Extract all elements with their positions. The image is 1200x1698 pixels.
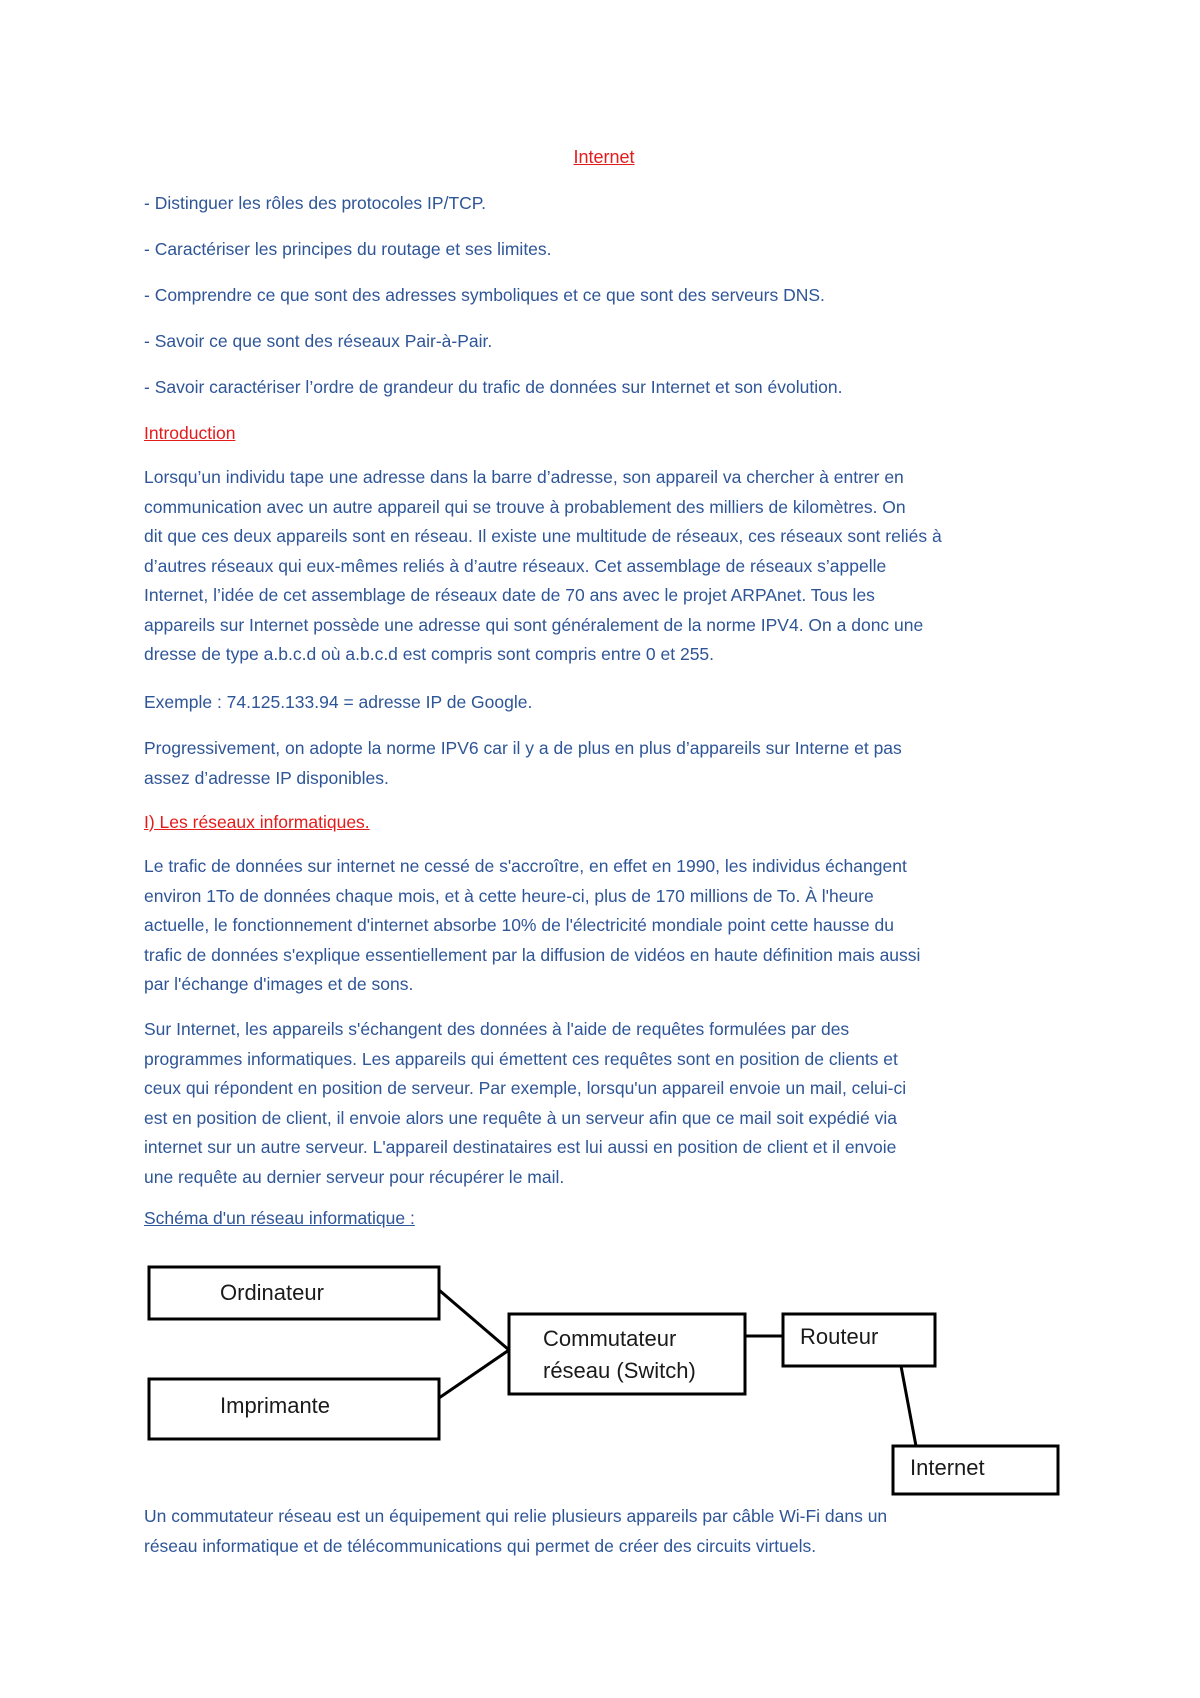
- link-routeur-internet: [901, 1366, 916, 1446]
- text-line: Internet, l’idée de cet assemblage de réseaux date de 70 ans avec le projet ARPAnet. Tous les: [144, 585, 875, 605]
- text-line: Lorsqu’un individu tape une adresse dans la barre d’adresse, son appareil va chercher à entrer en: [144, 467, 904, 487]
- switch-definition: [144, 1502, 1064, 1561]
- text-line: est en position de client, il envoie alors une requête à un serveur afin que ce mail soit expédié via: [144, 1107, 897, 1128]
- ip-example: Exemple : 74.125.133.94 = adresse IP de Google.: [144, 692, 533, 712]
- page-title: Internet: [573, 147, 635, 167]
- objective-3: - Comprendre ce que sont des adresses symboliques et ce que sont des serveurs DNS.: [144, 285, 825, 305]
- objective-5: - Savoir caractériser l’ordre de grandeur du trafic de données sur Internet et son évolution.: [144, 377, 843, 397]
- objective-4: - Savoir ce que sont des réseaux Pair-à-Pair.: [144, 331, 493, 351]
- text-line: internet sur un autre serveur. L'appareil destinataires est lui aussi en position de client et il envoie: [144, 1137, 897, 1157]
- objective-2: - Caractériser les principes du routage et ses limites.: [144, 239, 552, 259]
- text-line: Un commutateur réseau est un équipement qui relie plusieurs appareils par câble Wi-Fi dans un: [144, 1506, 888, 1526]
- section1-heading: I) Les réseaux informatiques.: [144, 812, 370, 832]
- objective-1: - Distinguer les rôles des protocoles IP/TCP.: [144, 193, 487, 213]
- switch-label-line2: réseau (Switch): [543, 1358, 696, 1383]
- internet-label: Internet: [910, 1455, 985, 1480]
- text-line: programmes informatiques. Les appareils qui émettent ces requêtes sont en position de clients et: [144, 1048, 898, 1069]
- text-line: trafic de données s'explique essentiellement par la diffusion de vidéos en haute définition mais aussi: [144, 944, 921, 965]
- routeur-label: Routeur: [800, 1324, 879, 1349]
- text-line: Le trafic de données sur internet ne cessé de s'accroître, en effet en 1990, les individus échangent: [144, 856, 907, 876]
- text-line: appareils sur Internet possède une adresse qui sont généralement de la norme IPV4. On a donc une: [144, 614, 924, 635]
- text-line: Progressivement, on adopte la norme IPV6 car il y a de plus en plus d’appareils sur Interne et pas: [144, 738, 902, 758]
- introduction-heading: Introduction: [144, 423, 236, 443]
- ipv6-paragraph: [144, 734, 1064, 793]
- imprimante-label: Imprimante: [220, 1393, 331, 1418]
- link-imprimante-switch: [439, 1350, 509, 1398]
- text-line: communication avec un autre appareil qui se trouve à probablement des milliers de kilomètres. On: [144, 496, 906, 517]
- text-line: dit que ces deux appareils sont en réseau. Il existe une multitude de réseaux, ces réseaux sont reliés à: [144, 526, 942, 546]
- ordinateur-label: Ordinateur: [220, 1280, 324, 1305]
- link-ordinateur-switch: [439, 1290, 509, 1350]
- text-line: une requête au dernier serveur pour récupérer le mail.: [144, 1166, 565, 1187]
- introduction-paragraph: [144, 463, 1064, 670]
- text-line: d’autres réseaux qui eux-mêmes reliés à d’autre réseaux. Cet assemblage de réseaux s’appelle: [144, 555, 887, 576]
- text-line: Sur Internet, les appareils s'échangent des données à l'aide de requêtes formulées par des: [144, 1019, 850, 1039]
- text-line: actuelle, le fonctionnement d'internet absorbe 10% de l'électricité mondiale point cette hausse du: [144, 915, 894, 935]
- text-line: réseau informatique et de télécommunications qui permet de créer des circuits virtuels.: [144, 1535, 817, 1556]
- text-line: ceux qui répondent en position de serveur. Par exemple, lorsqu'un appareil envoie un mail, celui-ci: [144, 1078, 907, 1098]
- clients-paragraph: [144, 1015, 1064, 1192]
- text-line: par l'échange d'images et de sons.: [144, 974, 414, 994]
- text-line: assez d’adresse IP disponibles.: [144, 767, 389, 788]
- switch-label-line1: Commutateur: [543, 1326, 677, 1351]
- text-line: dresse de type a.b.c.d où a.b.c.d est compris sont compris entre 0 et 255.: [144, 644, 715, 664]
- traffic-paragraph: [144, 852, 1064, 1000]
- schema-heading: Schéma d'un réseau informatique :: [144, 1208, 415, 1228]
- text-line: environ 1To de données chaque mois, et à cette heure-ci, plus de 170 millions de To. À l'heure: [144, 885, 874, 906]
